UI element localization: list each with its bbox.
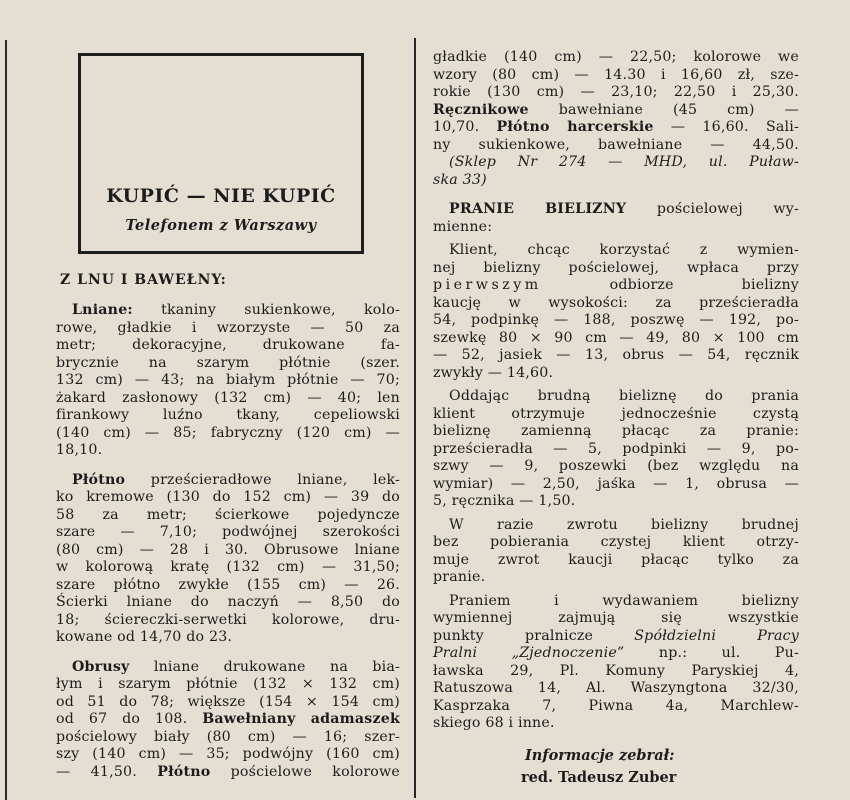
- text-fragment: punkty pralnicze: [433, 627, 635, 644]
- text-fragment: firankowy luźno tkany, cepeliowski: [56, 407, 400, 423]
- paragraph-pranie-heading: [433, 201, 799, 236]
- text-fragment: szare — 7,10; podwójnej szerokości: [56, 524, 400, 540]
- text-line: ny sukienkowe, bawełniane — 44,50.: [433, 136, 799, 153]
- text-line: [56, 372, 400, 390]
- text-line: [56, 542, 400, 560]
- text-line: 5, ręcznika — 1,50.: [433, 493, 576, 509]
- text-fragment: szy (140 cm) — 35; podwójny (160 cm): [56, 746, 400, 762]
- left-column: [56, 270, 400, 781]
- shop-info-line: ska 33): [433, 171, 487, 188]
- text-fragment: (140 cm) — 85; fabryczny (120 cm) —: [56, 424, 400, 441]
- text-line: [56, 524, 400, 542]
- text-line: Praniem i wydawaniem bielizny: [449, 592, 799, 609]
- text-line: klient otrzymuje jednocześnie czystą: [433, 405, 799, 422]
- text-line: [56, 425, 400, 443]
- headline-title: KUPIĆ — NIE KUPIĆ: [106, 185, 336, 207]
- spaced-word: pierwszym: [433, 277, 542, 293]
- text-fragment: tkaniny sukienkowe, kolo-: [132, 302, 400, 318]
- text-fragment: pościelowej wy-: [626, 201, 799, 217]
- text-fragment: w kolorową kratę (132 cm) — 31,50;: [56, 559, 400, 575]
- bold-term: Płótno harcerskie: [496, 119, 654, 135]
- text-line: [56, 694, 400, 712]
- text-line: 54, podpinkę — 188, poszwę — 192, po-: [433, 312, 799, 328]
- column-divider: [414, 38, 416, 798]
- text-fragment: żakard zasłonowy (132 cm) — 40; len: [56, 389, 400, 406]
- text-line: Ratuszowa 14, Al. Waszyngtona 32/30,: [433, 680, 799, 696]
- text-fragment: od 51 do 78; większe (154 × 154 cm): [56, 693, 400, 710]
- text-fragment: 10,70.: [433, 119, 497, 135]
- bold-term: Obrusy: [72, 658, 130, 675]
- italic-name: Pralni „Zjednoczenie”: [433, 645, 625, 661]
- text-fragment: 18; ściereczki-serwetki kolorowe, dru-: [56, 611, 400, 628]
- text-line: [433, 628, 799, 646]
- paragraph-zwrot: [433, 517, 799, 587]
- text-line: mienne:: [433, 218, 493, 235]
- text-line: [56, 659, 400, 677]
- text-line: [56, 764, 400, 782]
- text-line: wzory (80 cm) — 14.30 i 16,60 zł, sze-: [433, 66, 799, 83]
- text-fragment: np.: ul. Pu-: [624, 645, 799, 661]
- text-line: bez pobierania czystej klient otrzy-: [433, 534, 799, 550]
- text-fragment: Ścierki lniane do naczyń — 8,50 do: [56, 594, 400, 610]
- right-column: [433, 49, 799, 789]
- text-line: prześcieradła — 5, podpinki — 9, po-: [433, 440, 799, 457]
- text-line: [56, 729, 400, 747]
- text-fragment: szare płótno zwykłe (155 cm) — 26.: [56, 576, 400, 593]
- text-line: nej bielizny pościelowej, wpłaca przy: [433, 259, 799, 276]
- text-fragment: rowe, gładkie i wzorzyste — 50 za: [56, 319, 400, 336]
- text-line: [56, 746, 400, 764]
- italic-name: Spółdzielni Pracy: [634, 627, 799, 644]
- text-line: W razie zwrotu bielizny brudnej: [449, 516, 799, 533]
- text-line: wymiar) — 2,50, jaśka — 1, obrusa —: [433, 475, 799, 492]
- paragraph-obrusy: [56, 659, 400, 782]
- paragraph-continued: [433, 49, 799, 189]
- text-line: szwy — 9, poszewki (bez względu na: [433, 458, 799, 474]
- text-line: — 52, jasiek — 13, obrus — 54, ręcznik: [433, 347, 799, 363]
- text-line: kaucję w wysokości: za prześcieradła: [433, 294, 799, 311]
- text-line: [56, 472, 400, 490]
- text-line: [56, 302, 400, 320]
- text-line: szewkę 80 × 90 cm — 49, 80 × 100 cm: [433, 329, 799, 346]
- text-fragment: — 16,60. Sali-: [653, 119, 799, 135]
- text-line: [56, 355, 400, 373]
- bold-term: Płótno: [72, 471, 126, 488]
- text-line: [56, 629, 400, 647]
- paragraph-pranie-ceny: [433, 388, 799, 511]
- text-line: [56, 442, 400, 460]
- paragraph-punkty: [433, 593, 799, 733]
- text-line: [56, 507, 400, 525]
- text-fragment: brycznie na szarym płótnie (szer.: [56, 354, 400, 371]
- page-edge-rule: [5, 40, 7, 800]
- text-line: [433, 201, 799, 219]
- headline-box: [78, 53, 364, 254]
- text-line: bieliznę zamienną płacąc za pranie:: [433, 423, 799, 439]
- paragraph-plotno: [56, 472, 400, 647]
- text-fragment: 58 za metr; ścierkowe pojedyncze: [56, 506, 400, 523]
- text-line: [56, 320, 400, 338]
- text-line: [433, 277, 799, 295]
- text-line: gładkie (140 cm) — 22,50; kolorowe we: [433, 49, 799, 65]
- text-fragment: 132 cm) — 43; na białym płótnie — 70;: [56, 372, 400, 388]
- bold-term: Płótno: [157, 763, 211, 780]
- text-line: [433, 645, 799, 663]
- bold-term: Bawełniany adamaszek: [202, 711, 400, 727]
- text-fragment: — 41,50.: [56, 763, 158, 780]
- text-line: zwykły — 14,60.: [433, 364, 554, 381]
- text-line: Kasprzaka 7, Piwna 4a, Marchlew-: [433, 697, 799, 714]
- bold-term: Ręcznikowe: [433, 101, 529, 118]
- text-fragment: od 67 do 108.: [56, 711, 203, 727]
- paragraph-lniane: [56, 302, 400, 460]
- text-line: [56, 711, 400, 729]
- section-heading: Z LNU I BAWEŁNY:: [60, 272, 227, 288]
- text-line: wymiennej zajmują się wszystkie: [433, 610, 799, 626]
- text-line: [56, 337, 400, 355]
- headline-subtitle: Telefonem z Warszawy: [125, 217, 317, 234]
- paragraph-kaucja: [433, 242, 799, 382]
- text-line: [56, 612, 400, 630]
- text-fragment: lniane drukowane na bia-: [129, 658, 400, 675]
- text-line: Oddając brudną bieliznę do prania: [449, 388, 799, 404]
- text-line: rokie (130 cm) — 23,10; 22,50 i 25,30.: [433, 84, 799, 100]
- text-fragment: odbiorze bielizny: [541, 277, 799, 293]
- text-line: [433, 119, 799, 137]
- text-line: [56, 559, 400, 577]
- text-fragment: kowane od 14,70 do 23.: [56, 629, 233, 645]
- text-line: [433, 102, 799, 120]
- text-fragment: łym i szarym płótnie (132 × 132 cm): [56, 676, 400, 692]
- text-line: [56, 577, 400, 595]
- text-line: [56, 676, 400, 694]
- text-line: Klient, chcąc korzystać z wymien-: [449, 242, 799, 258]
- text-fragment: pościelowe kolorowe: [210, 763, 400, 780]
- text-line: [56, 407, 400, 425]
- text-line: muje zwrot kaucji płacąc tylko za: [433, 551, 799, 568]
- text-line: pranie.: [433, 569, 486, 585]
- text-fragment: metr; dekoracyjne, drukowane fa-: [56, 337, 400, 353]
- text-fragment: ko kremowe (130 do 152 cm) — 39 do: [56, 489, 400, 505]
- text-fragment: prześcieradłowe lniane, lek-: [125, 471, 400, 488]
- bold-term: Lniane:: [72, 302, 133, 318]
- text-line: [56, 390, 400, 408]
- signature-author: red. Tadeusz Zuber: [521, 768, 677, 786]
- text-line: [56, 489, 400, 507]
- text-line: skiego 68 i inne.: [433, 715, 555, 731]
- signature-label: Informacje zebrał:: [525, 746, 675, 764]
- text-line: [56, 594, 400, 612]
- text-fragment: pościelowy biały (80 cm) — 16; szer-: [56, 728, 400, 745]
- text-fragment: 18,10.: [56, 442, 103, 458]
- text-line: ławska 29, Pl. Komuny Paryskiej 4,: [433, 662, 799, 679]
- shop-info-line: (Sklep Nr 274 — MHD, ul. Puław-: [449, 154, 799, 170]
- bold-term: PRANIE BIELIZNY: [449, 201, 627, 217]
- text-fragment: bawełniane (45 cm) —: [528, 101, 799, 118]
- text-fragment: (80 cm) — 28 i 30. Obrusowe lniane: [56, 541, 400, 558]
